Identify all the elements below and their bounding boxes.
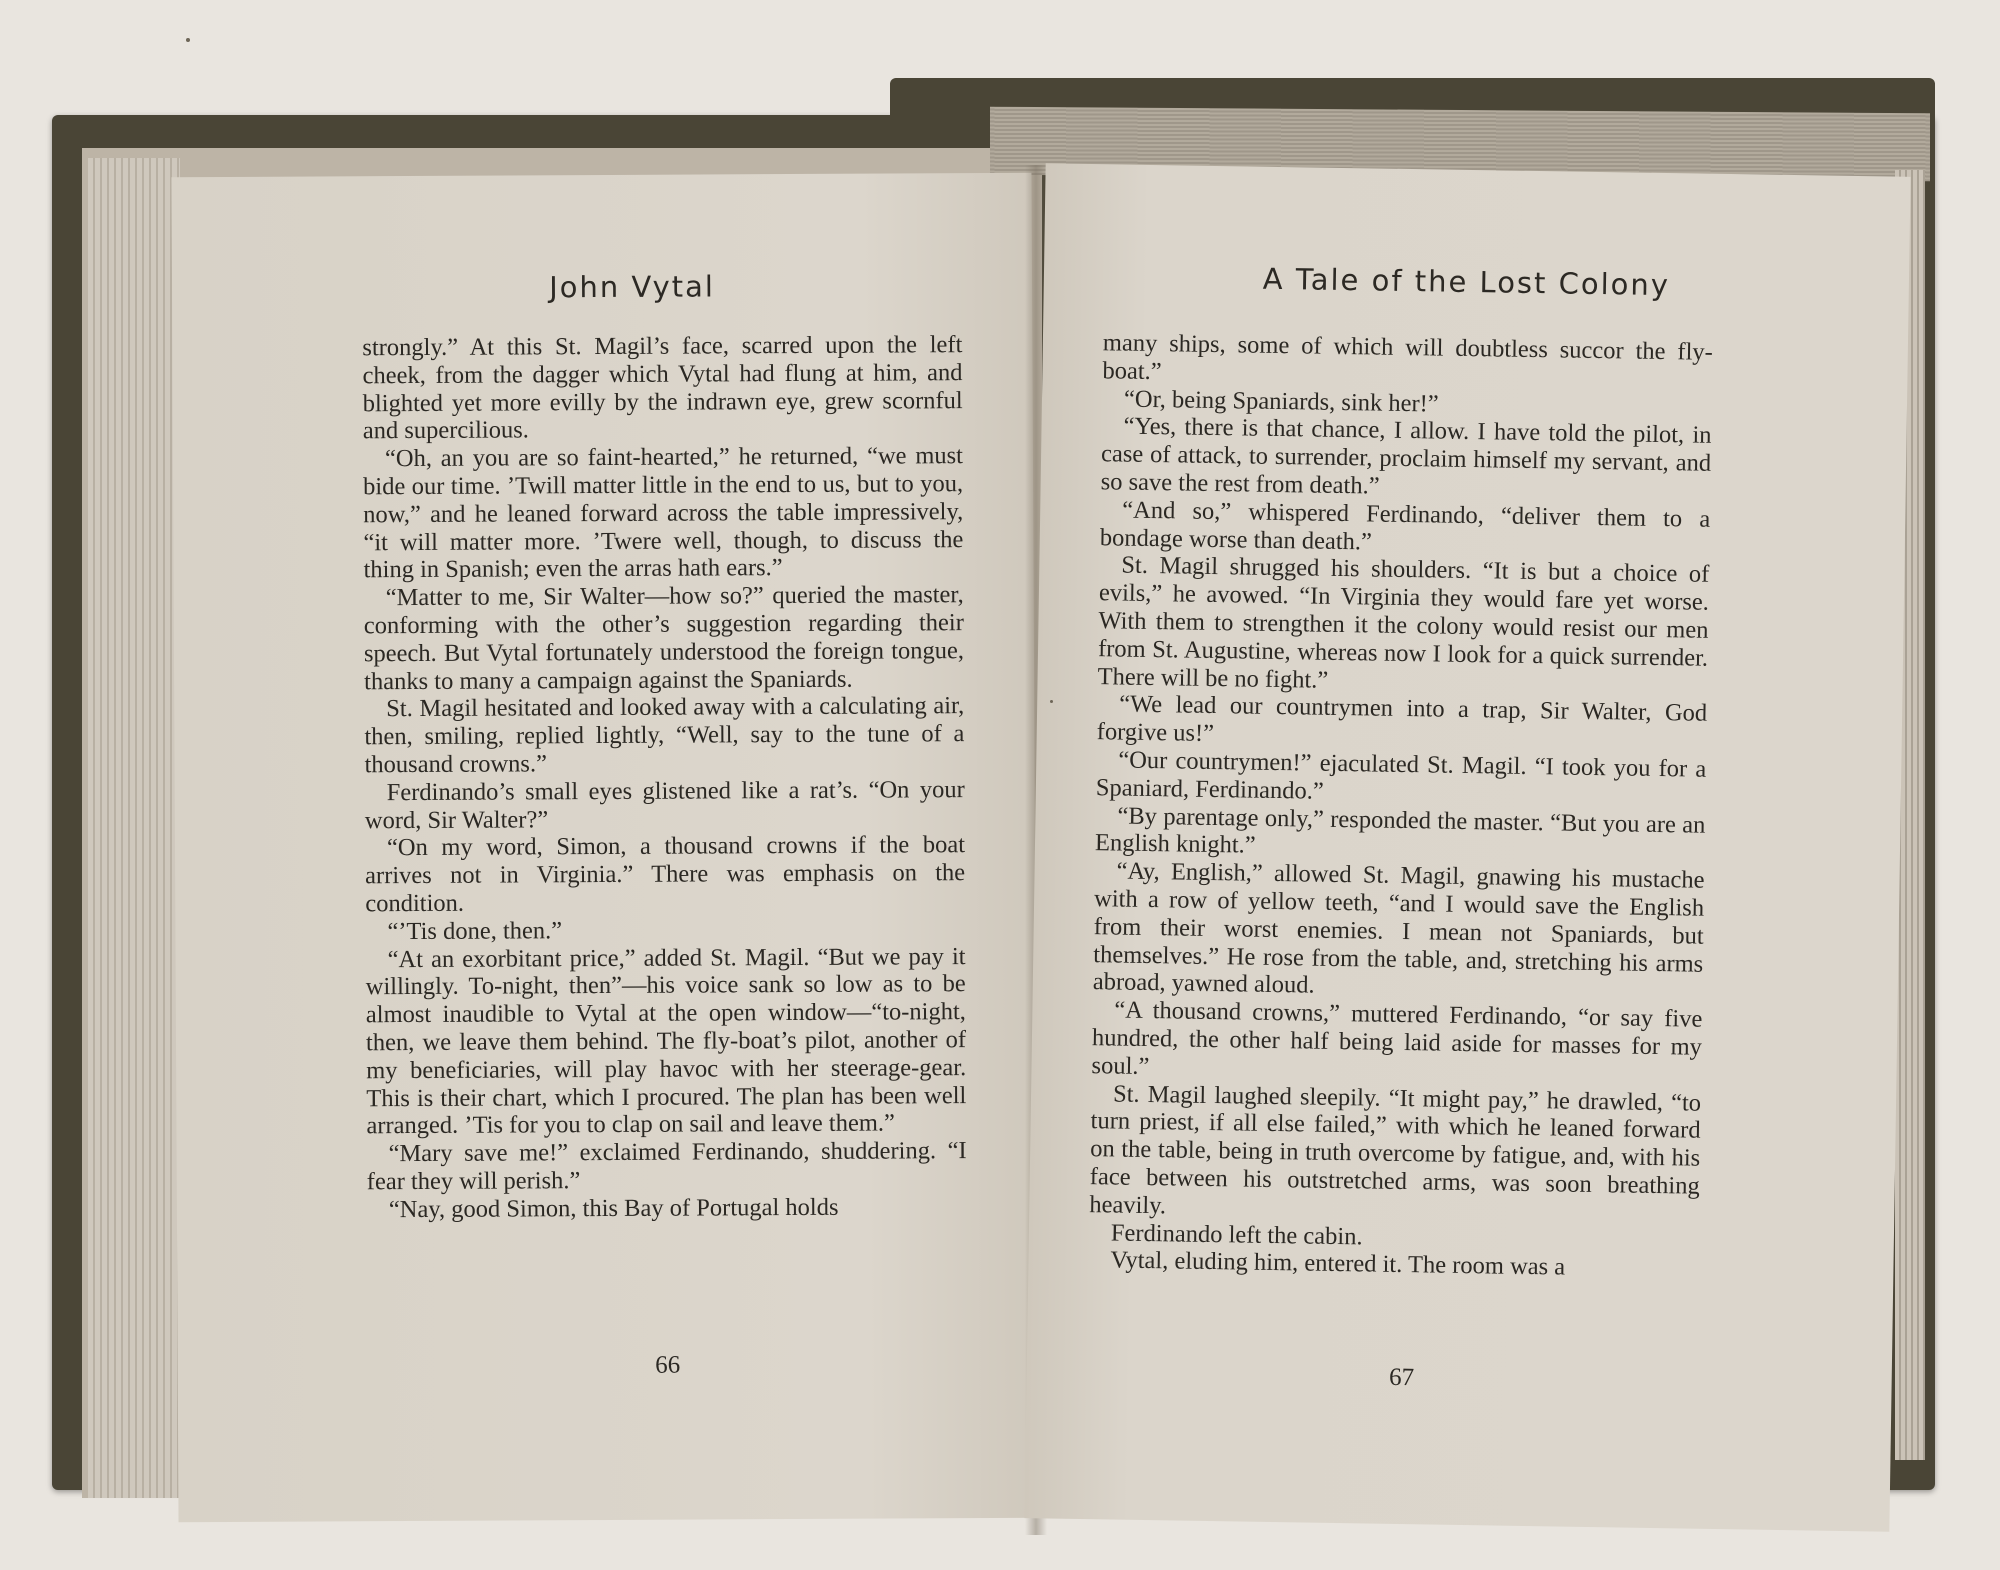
paragraph: Vytal, eluding him, entered it. The room was a — [1110, 1246, 1566, 1281]
paragraph: “Matter to me, Sir Walter—how so?” queried the master, conforming with the other’s suggestion regarding their speech. But Vytal fortunately understood the foreign tongue, thanks to many a campaign against the Spaniards. — [363, 581, 965, 695]
paragraph: “Or, being Spaniards, sink her!” — [1123, 385, 1439, 418]
paragraph: “And so,” whispered Ferdinando, “deliver them to a bondage worse than death.” — [1099, 496, 1711, 556]
paragraph: “On my word, Simon, a thousand crowns if the boat arrives not in Virginia.” There was emphasis on the condition. — [365, 831, 966, 918]
left-page-text — [362, 331, 967, 1224]
paragraph: “Mary save me!” exclaimed Ferdinando, shuddering. “I fear they will perish.” — [366, 1137, 967, 1196]
paragraph: “At an exorbitant price,” added St. Magil. “But we pay it willingly. To-night, then”—his voice sank so low as to be almost inaudible to Vytal at the open window—“to-night, then, we leave them behind. The fly-boat’s pilot, another of my beneficiaries, will play havoc with her steerage-gear. This is their chart, which I procured. The plan has been well arranged. ’Tis for you to clap on sail and leave them.” — [365, 942, 967, 1140]
paragraph: “Yes, there is that chance, I allow. I have told the pilot, in case of attack, to surrender, proclaim himself my servant, and so save the rest from death.” — [1100, 412, 1712, 500]
paragraph: St. Magil hesitated and looked away with a calculating air, then, smiling, replied lightly, “Well, say to the tune of a thousand crowns.” — [364, 692, 965, 779]
paragraph: “We lead our countrymen into a trap, Sir Walter, God forgive us!” — [1096, 690, 1708, 748]
paragraph: “A thousand crowns,” muttered Ferdinando, “or say five hundred, the other half being laid aside for masses for my soul.” — [1091, 996, 1703, 1080]
paragraph: “Nay, good Simon, this Bay of Portugal holds — [388, 1193, 839, 1223]
paragraph: Ferdinando left the cabin. — [1110, 1218, 1363, 1250]
paragraph: “Oh, an you are so faint-hearted,” he returned, “we must bide our time. ’Twill matter little in the end to us, but to you, now,” and he leaned forward across the table impressively, “it will matter more. ’Twere well, though, to discuss the thing in Spanish; even the arras hath ears.” — [363, 442, 964, 584]
paragraph: “’Tis done, then.” — [387, 916, 563, 945]
left-page — [171, 173, 1038, 1522]
paragraph: “Our countrymen!” ejaculated St. Magil. “I took you for a Spaniard, Ferdinando.” — [1095, 746, 1707, 805]
page-number-right: 67 — [1388, 1363, 1415, 1392]
paragraph: many ships, some of which will doubtless succor the fly-boat.” — [1102, 329, 1714, 385]
right-page-text — [1088, 329, 1713, 1284]
paragraph: “Ay, English,” allowed St. Magil, gnawing his mustache with a row of yellow teeth, “and I would save the English from their worst enemies. I mean not Spaniards, but themselves.” He rose from the table, and, stretching his arms abroad, yawned aloud. — [1092, 857, 1705, 999]
paragraph: St. Magil shrugged his shoulders. “It is but a choice of evils,” he avowed. “In Virginia they would fare yet worse. With them to strengthen it the colony would resist our men from St. Augustine, whereas now I look for a quick surrender. There will be no fight.” — [1097, 551, 1710, 694]
page-number-left: 66 — [655, 1351, 681, 1379]
paragraph: “By parentage only,” responded the master. “But you are an English knight.” — [1094, 802, 1706, 860]
paragraph: St. Magil laughed sleepily. “It might pay,” he drawled, “to turn priest, if all else failed,” with which he leaned forward on the table, being in truth overcome by fatigue, and, with his face between his outstretched arms, was soon breathing heavily. — [1089, 1079, 1702, 1220]
running-head-right: A Tale of the Lost Colony — [1262, 261, 1671, 303]
paper-speck — [186, 38, 190, 42]
left-page-edges — [88, 158, 180, 1498]
right-page — [1024, 163, 1910, 1531]
paragraph: strongly.” At this St. Magil’s face, scarred upon the left cheek, from the dagger which Vytal had flung at him, and blighted yet more evilly by the indrawn eye, grew scornful and supercilious. — [362, 331, 963, 445]
paper-speck — [1050, 700, 1053, 703]
paragraph: Ferdinando’s small eyes glistened like a rat’s. “On your word, Sir Walter?” — [364, 775, 965, 834]
running-head-left: John Vytal — [549, 269, 715, 305]
